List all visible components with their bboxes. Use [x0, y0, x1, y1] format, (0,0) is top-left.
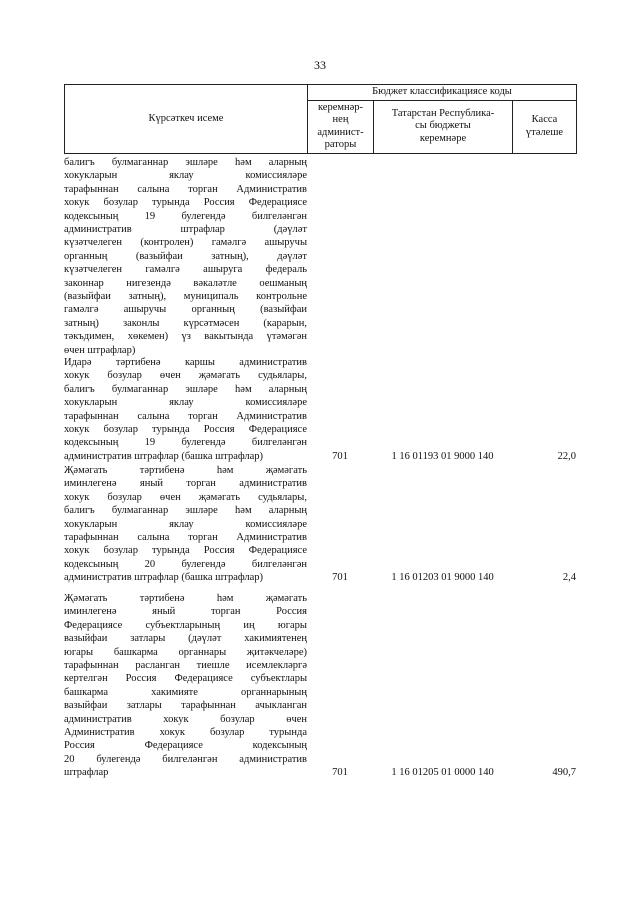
description-line: югары башкарма органнары җитәкчеләре) — [64, 646, 307, 658]
table-row — [64, 592, 576, 780]
description-line: иминлегенә яный торган административ — [64, 478, 307, 490]
description-line: хокук бозулар турында Россия Федерациясе — [64, 545, 307, 557]
description-line: кертелгән Россия Федерациясе субъектлары — [64, 673, 307, 685]
description-line: вазыйфаи затлары тарафыннан ачыкланган — [64, 700, 307, 712]
description-line: хокукларын яклау комиссияләре — [64, 397, 307, 409]
row-cash-amount: 22,0 — [557, 450, 576, 462]
description-line: административ штрафлар (башка штрафлар) — [64, 572, 264, 584]
row-administrator-code: 701 — [332, 450, 348, 462]
description-line: административ штрафлар (дәүләт — [64, 224, 307, 236]
description-line: кодексының 19 булегендә билгеләнгән — [64, 210, 307, 222]
description-line: административ хокук бозулар өчен — [64, 713, 307, 725]
description-line: балигъ булмаганнар эшләре һәм аларның — [64, 383, 307, 395]
description-line: вазыйфаи затлары (дәүләт хакимиятенең — [64, 633, 307, 645]
row-budget-code: 1 16 01205 01 0000 140 — [391, 767, 494, 779]
description-line: Идарә тәртибенә каршы административ — [64, 357, 307, 368]
table-row — [64, 156, 576, 357]
description-line: күзәтчелеген гамәлгә ашыруга федераль — [64, 264, 307, 276]
table-header — [64, 84, 577, 154]
page-number: 33 — [314, 58, 326, 72]
description-line: балигъ булмаганнар эшләре һәм аларның — [64, 157, 307, 168]
description-line: тәкъдимен, хөкемен) үз вакытында үтәмәгән — [64, 331, 307, 343]
row-cash-amount: 490,7 — [552, 767, 576, 779]
table-row — [64, 464, 576, 585]
description-line: тарафыннан салына торган Административ — [64, 183, 307, 195]
row-description — [64, 356, 307, 463]
description-line: затның) законлы күрсәтмәсен (карарын, — [64, 317, 307, 329]
row-administrator-code: 701 — [332, 572, 348, 584]
description-line: кодексының 20 булегендә билгеләнгән — [64, 558, 307, 570]
description-line: Җәмәгать тәртибенә һәм җәмәгать — [64, 593, 307, 604]
header-revenue-administrator: керемнәр- нең админист- раторы — [308, 100, 374, 153]
description-line: өчен штрафлар) — [64, 344, 136, 356]
description-line: тарафыннан салына торган Административ — [64, 532, 307, 544]
description-line: тарафыннан расланган тиешле исемлекләргә — [64, 660, 307, 672]
description-line: Федерациясе субъектларының иң югары — [64, 619, 307, 631]
description-line: Җәмәгать тәртибенә һәм җәмәгать — [64, 465, 307, 476]
description-line: административ штрафлар (башка штрафлар) — [64, 450, 264, 462]
description-line: иминлегенә яный торган Россия — [64, 606, 307, 618]
description-line: башкарма хакимияте органнарының — [64, 686, 307, 698]
description-line: хокук бозулар турында Россия Федерациясе — [64, 424, 307, 436]
row-budget-code: 1 16 01193 01 9000 140 — [391, 450, 494, 462]
description-line: хокук бозулар турында Россия Федерациясе — [64, 197, 307, 209]
row-description — [64, 592, 307, 780]
header-indicator-name: Күрсәткеч исеме — [65, 85, 308, 154]
description-line: Россия Федерациясе кодексының — [64, 740, 307, 752]
row-budget-code: 1 16 01203 01 9000 140 — [391, 572, 494, 584]
row-description — [64, 464, 307, 585]
description-line: Административ хокук бозулар турында — [64, 727, 307, 739]
description-line: хокукларын яклау комиссияләре — [64, 170, 307, 182]
row-description — [64, 156, 307, 357]
header-tatarstan-revenues: Татарстан Республика- сы бюджеты керемнәре — [374, 100, 513, 153]
description-line: органның (вазыйфаи затның), дәүләт — [64, 250, 307, 262]
description-line: хокук бозулар өчен җәмәгать судьялары, — [64, 491, 307, 503]
description-line: законнар нигезендә вәкаләтле оешманың — [64, 277, 307, 289]
row-cash-amount: 2,4 — [562, 572, 576, 584]
description-line: күзәтчелеген (контролен) гамәлгә ашыручы — [64, 237, 307, 249]
description-line: балигъ булмаганнар эшләре һәм аларның — [64, 505, 307, 517]
description-line: штрафлар — [64, 767, 109, 779]
description-line: гамәлгә ашыручы органның (вазыйфаи — [64, 304, 307, 316]
description-line: хокук бозулар өчен җәмәгать судьялары, — [64, 370, 307, 382]
description-line: тарафыннан салына торган Административ — [64, 410, 307, 422]
header-cash-execution: Касса үтәлеше — [513, 100, 577, 153]
description-line: (вазыйфаи затның), муниципаль контрольне — [64, 291, 307, 303]
row-administrator-code: 701 — [332, 767, 348, 779]
header-budget-codes: Бюджет классификациясе коды — [308, 85, 577, 101]
table-row — [64, 356, 576, 463]
description-line: кодексының 19 булегендә билгеләнгән — [64, 437, 307, 449]
description-line: хокукларын яклау комиссияләре — [64, 518, 307, 530]
description-line: 20 булегендә билгеләнгән административ — [64, 753, 307, 765]
